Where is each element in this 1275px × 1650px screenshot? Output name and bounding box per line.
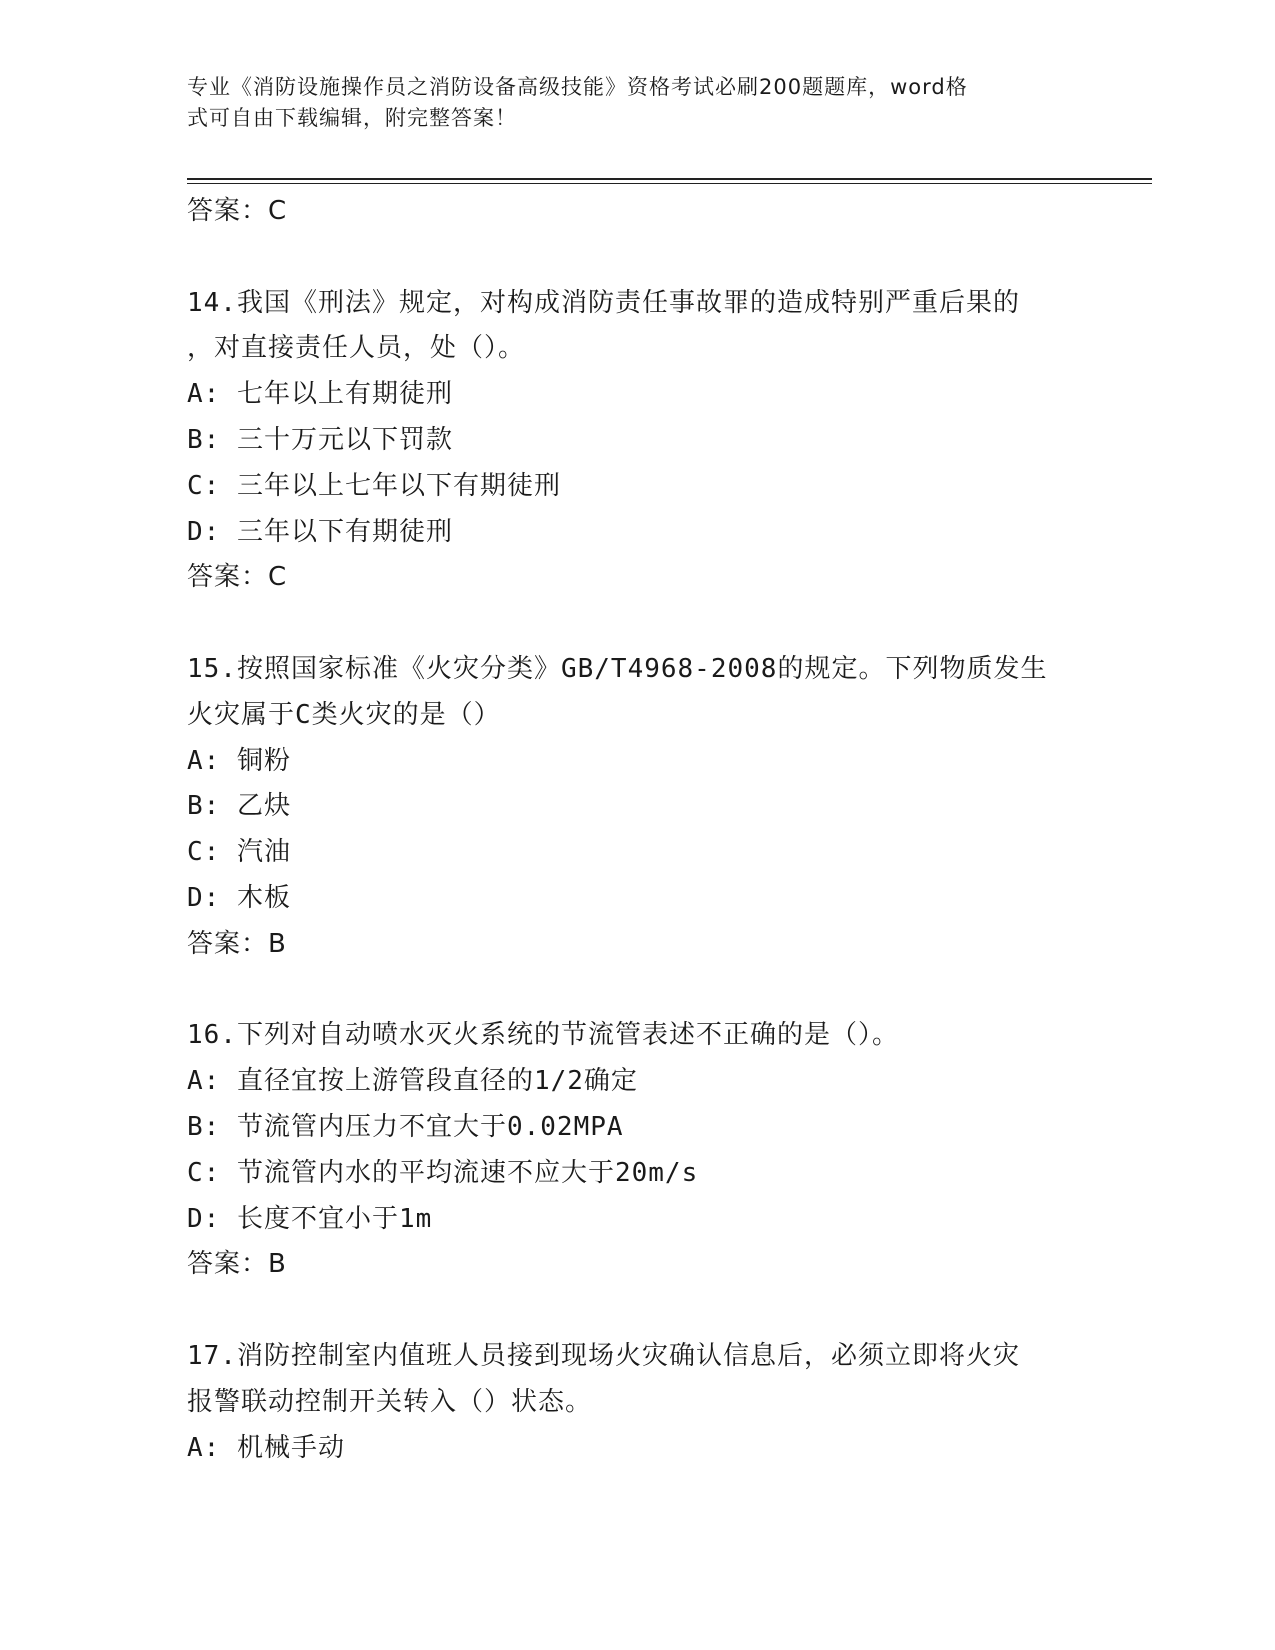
option-a: A: 铜粉 [187, 745, 291, 776]
option-c: C: 三年以上七年以下有期徒刑 [187, 470, 561, 501]
option-a: A: 机械手动 [187, 1432, 345, 1463]
option-b: B: 三十万元以下罚款 [187, 424, 453, 455]
question-stem: 报警联动控制开关转入（）状态。 [187, 1386, 593, 1417]
header-divider-thin [187, 183, 1152, 184]
header-line-2: 式可自由下载编辑，附完整答案！ [187, 106, 517, 130]
answer: 答案：B [187, 928, 287, 959]
question-stem: 17.消防控制室内值班人员接到现场火灾确认信息后，必须立即将火灾 [187, 1340, 1020, 1371]
option-b: B: 节流管内压力不宜大于0.02MPA [187, 1111, 624, 1142]
spacer [187, 601, 1087, 647]
option-c: C: 节流管内水的平均流速不应大于20m/s [187, 1157, 699, 1188]
option-a: A: 直径宜按上游管段直径的1/2确定 [187, 1066, 638, 1097]
question-16 [187, 1013, 1087, 1288]
question-stem: ，对直接责任人员，处（）。 [187, 333, 526, 364]
previous-answer: 答案：C [187, 196, 288, 226]
option-d: D: 木板 [187, 882, 291, 913]
document-header [187, 72, 1067, 134]
option-b: B: 乙炔 [187, 791, 291, 822]
option-c: C: 汽油 [187, 837, 291, 868]
option-d: D: 三年以下有期徒刑 [187, 516, 453, 547]
header-line-1: 专业《消防设施操作员之消防设备高级技能》资格考试必刷200题题库，word格 [187, 75, 968, 99]
header-divider-thick [187, 178, 1152, 180]
question-stem: 火灾属于C类火灾的是（） [187, 699, 501, 730]
question-17 [187, 1334, 1087, 1471]
question-14 [187, 281, 1087, 602]
question-15 [187, 647, 1087, 968]
question-stem: 14.我国《刑法》规定，对构成消防责任事故罪的造成特别严重后果的 [187, 287, 1020, 318]
spacer [187, 235, 1087, 281]
option-a: A: 七年以上有期徒刑 [187, 379, 453, 410]
question-list [187, 189, 1087, 1471]
question-stem: 15.按照国家标准《火灾分类》GB/T4968-2008的规定。下列物质发生 [187, 653, 1048, 684]
spacer [187, 968, 1087, 1014]
spacer [187, 1288, 1087, 1334]
answer: 答案：B [187, 1249, 287, 1280]
answer: 答案：C [187, 562, 288, 593]
question-stem: 16.下列对自动喷水灭火系统的节流管表述不正确的是（）。 [187, 1020, 899, 1051]
option-d: D: 长度不宜小于1m [187, 1203, 433, 1234]
